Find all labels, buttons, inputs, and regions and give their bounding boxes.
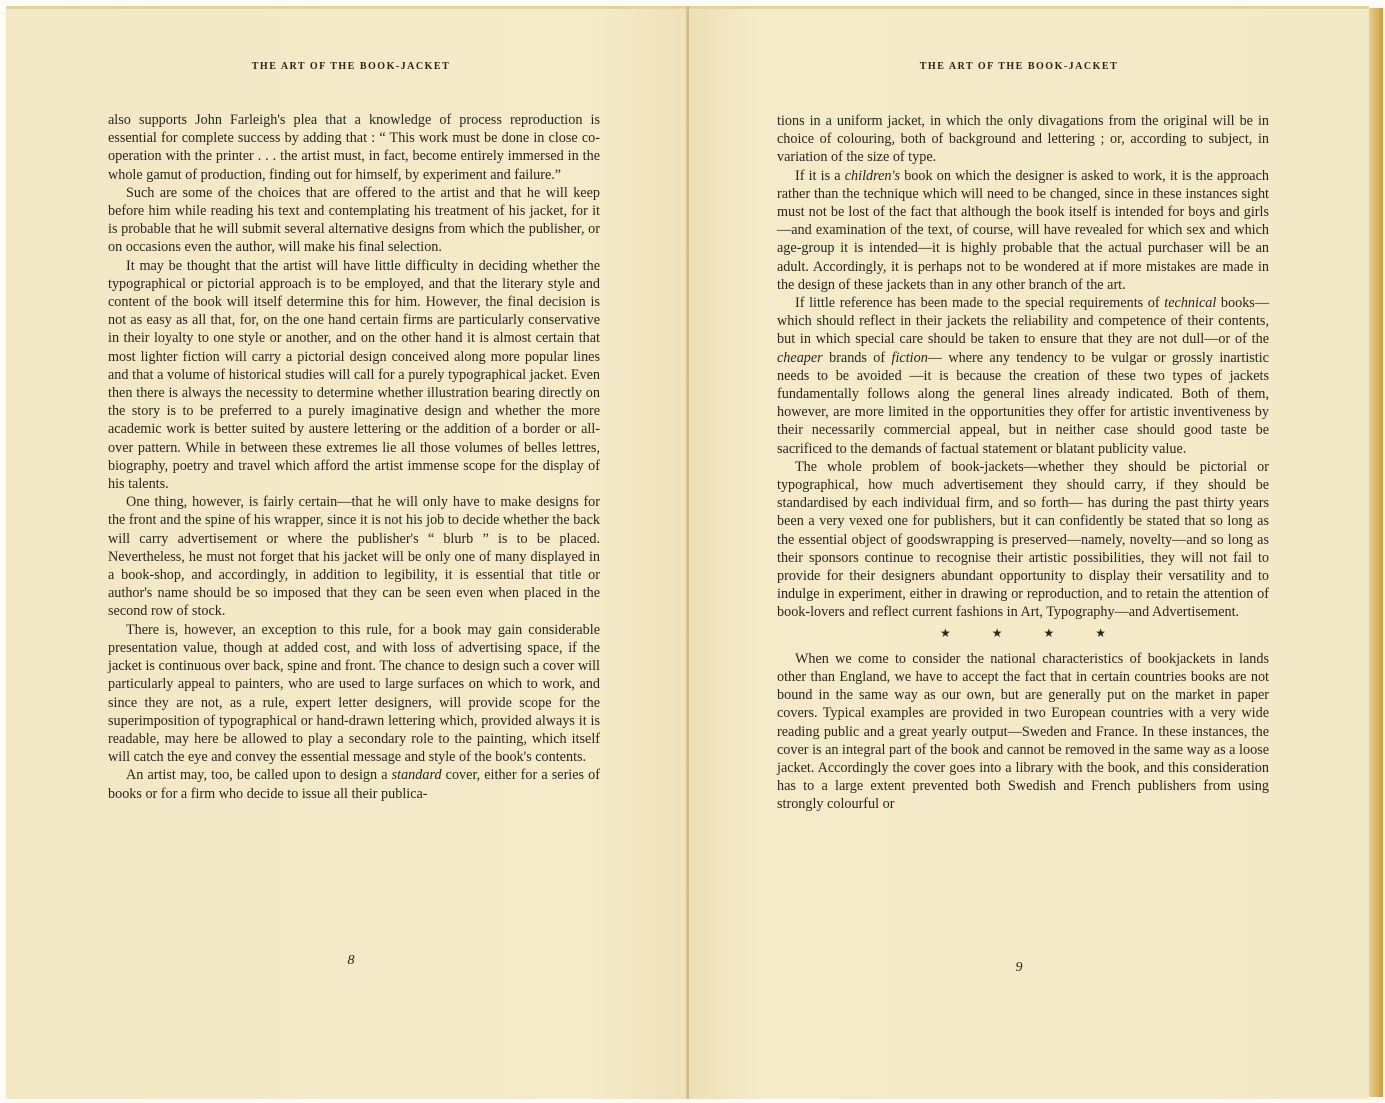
body-text	[777, 112, 1269, 814]
paragraph: The whole problem of book-jackets—whether they should be pictorial or typographical, how much advertisement they should carry, if they should be standardised by each individual firm, and so forth— has during the past thirty years been a very vexed one for publishers, but it can confidently be stated that so long as the essential object of goodswrapping is preserved—namely, novelty—and so long as their sponsors continue to recognise their artistic possibilities, they will not fail to provide for their designers abundant opportunity to display their versatility and to indulge in experiment, either in drawing or reproduction, and to retain the attention of book-lovers and reflect current fashions in Art, Typography—and Advertisement.	[777, 458, 1269, 621]
paragraph: also supports John Farleigh's plea that a knowledge of process reproduction is essential for complete success by adding that : “ This work must be done in close co-operation with the printer . . . the artist must, in fact, become entirely immersed in the whole gamut of production, finding out for himself, by experiment and failure.”	[108, 112, 600, 183]
section-break-stars: ★ ★ ★ ★	[939, 625, 1107, 640]
paragraph: If little reference has been made to the special requirements of technical books—which should reflect in their jackets the reliability and competence of their contents, but in which special care should be taken to ensure that they are not dull—or of the cheaper brands of fiction— where any tendency to be vulgar or grossly inartistic needs to be avoided —it is because the creation of these two types of jackets fundamentally follows along the general lines already indicated. Both of them, however, are more limited in the opportunities they offer for artistic inventiveness by their necessarily commercial appeal, but in neither case should good taste be sacrificed to the demands of factual statement or blatant publicity value.	[777, 295, 1270, 457]
paragraph: One thing, however, is fairly certain—that he will only have to make designs for the front and the spine of his wrapper, since it is not his job to decide whether the back will carry advertisement or where the publisher's “ blurb ” is to be placed. Nevertheless, he must not forget that his jacket will be only one of many displayed in a book-shop, and accordingly, in addition to legibility, it is essential that title or author's name should be so imposed that they can be seen even when placed in the second row of stock.	[108, 494, 600, 620]
running-head: THE ART OF THE BOOK-JACKET	[251, 61, 451, 72]
right-page	[689, 6, 1369, 1099]
paragraph: If it is a children's book on which the designer is asked to work, it is the approach rather than the technique which will need to be changed, since in these instances sight must not be lost of the fact that although the book itself is intended for boys and girls—and examination of the text, of course, will have revealed for which sex and which age-group it is intended—it is highly probable that the actual purchaser will be an adult. Accordingly, it is perhaps not to be wondered at if more mistakes are made in the design of these jackets than in any other branch of the art.	[777, 167, 1269, 293]
left-page	[6, 6, 689, 1099]
page-edge	[1369, 8, 1383, 1097]
page-number: 9	[1015, 960, 1023, 975]
paragraph: It may be thought that the artist will have little difficulty in deciding whether the typographical or pictorial approach is to be employed, and that the literary style and content of the book will itself determine this for him. However, the final decision is not as easy as all that, for, on the one hand certain firms are particularly conservative in their loyalty to one style or another, and on the other hand it is almost certain that most lighter fiction will carry a pictorial design conceived along more popular lines and that a volume of historical studies will call for a purely typographical jacket. Even then there is always the necessity to determine whether illustration bearing directly on the story is to be preferred to a purely imaginative design and whether the more academic work is better suited by austere lettering or the addition of a border or all-over pattern. While in between these extremes lie all those volumes of belles lettres, biography, poetry and travel which afford the artist immense scope for the display of his talents.	[108, 257, 600, 493]
paragraph: An artist may, too, be called upon to design a standard cover, either for a series of books or for a firm who decide to issue all their publica-	[108, 767, 600, 802]
paragraph: Such are some of the choices that are offered to the artist and that he will keep before him while reading his text and contemplating his treatment of his jacket, for it is probable that he will submit several alternative designs from which the publisher, or on occasions even the author, will make his final selection.	[108, 184, 600, 256]
paragraph: When we come to consider the national characteristics of bookjackets in lands other than England, we have to accept the fact that in certain countries books are not bound in the same way as our own, but are generally put on the market in paper covers. Typical examples are provided in two European countries with a very wide reading public and a great yearly output—Sweden and France. In these instances, the cover is an integral part of the book and cannot be removed in the same way as a loose jacket. Accordingly the cover goes into a library with the book, and this consideration has to a large extent prevented both Swedish and French publishers from using strongly colourful or	[777, 650, 1269, 813]
page-number: 8	[347, 953, 355, 968]
running-head: THE ART OF THE BOOK-JACKET	[919, 61, 1119, 72]
paragraph: There is, however, an exception to this rule, for a book may gain considerable presentation value, though at added cost, and with loss of advertising space, if the jacket is continuous over back, spine and front. The chance to design such a cover will particularly appeal to painters, who are used to large surfaces on which to work, and since they are not, as a rule, expert letter designers, will provide scope for the superimposition of typographical or hand-drawn lettering which, provided always it is readable, may here be allowed to play a secondary role to the painting, which itself will catch the eye and convey the essential message and style of the book's contents.	[108, 621, 600, 766]
body-text	[108, 111, 600, 803]
paragraph: tions in a uniform jacket, in which the only divagations from the original will be in choice of colouring, both of background and lettering ; or, according to subject, in variation of the size of type.	[777, 113, 1269, 166]
